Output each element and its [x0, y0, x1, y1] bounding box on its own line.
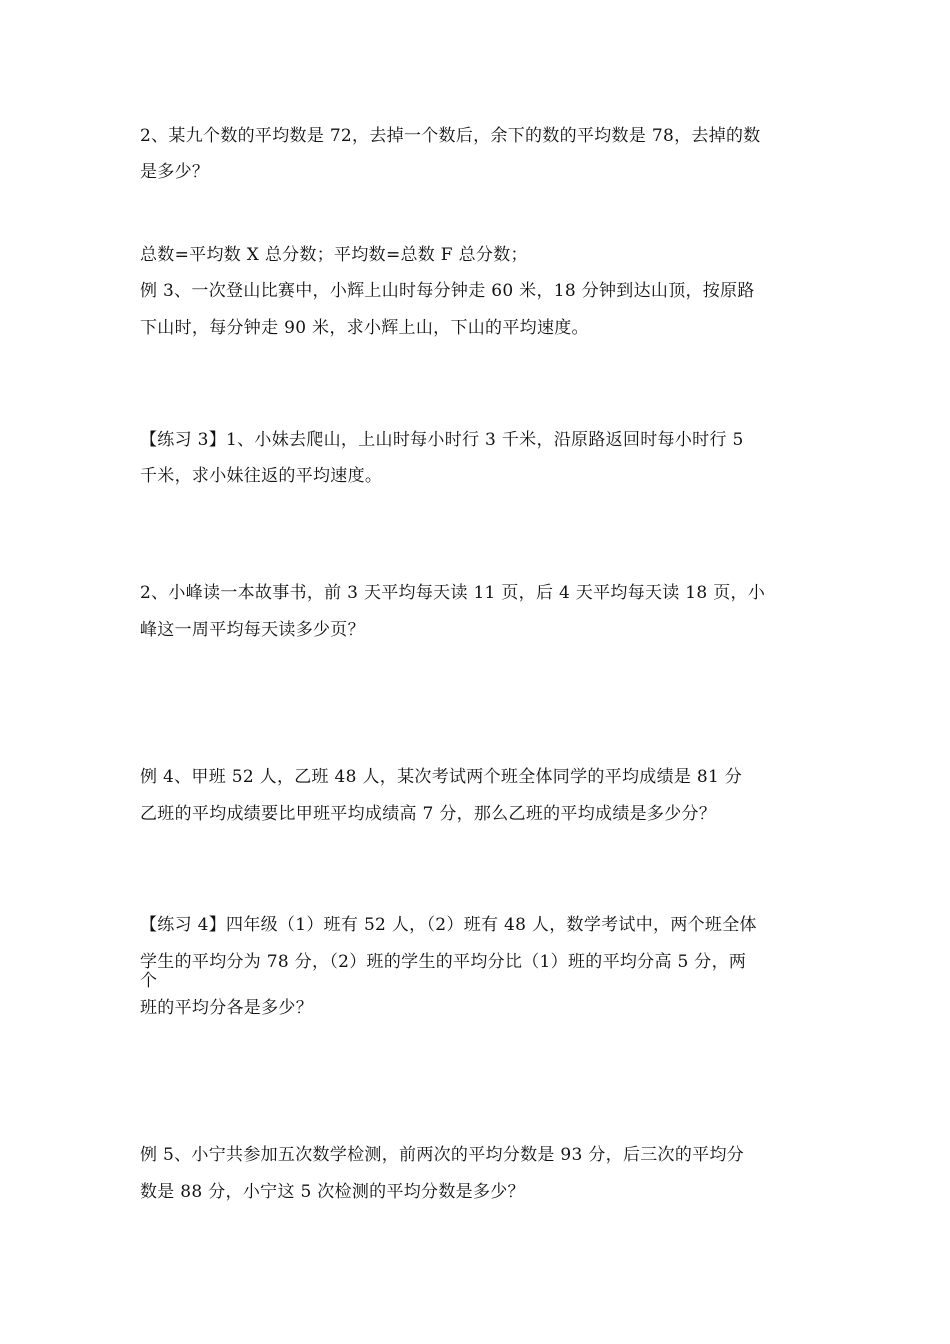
- example-4-line-1: 例 4、甲班 52 人，乙班 48 人，某次考试两个班全体同学的平均成绩是 81 分: [140, 767, 743, 787]
- example-3-line-2: 下山时，每分钟走 90 米，求小辉上山，下山的平均速度。: [140, 318, 589, 338]
- example-5-line-1: 例 5、小宁共参加五次数学检测，前两次的平均分数是 93 分，后三次的平均分: [140, 1145, 745, 1165]
- practice-4-line-4: 班的平均分各是多少？: [140, 998, 313, 1018]
- practice-3-q2-line-1: 2、小峰读一本故事书，前 3 天平均每天读 11 页，后 4 天平均每天读 18 页，小: [140, 583, 766, 603]
- practice-3-q2-line-2: 峰这一周平均每天读多少页？: [140, 620, 365, 640]
- problem-2-line-2: 是多少？: [140, 162, 210, 182]
- example-4-line-2: 乙班的平均成绩要比甲班平均成绩高 7 分，那么乙班的平均成绩是多少分？: [140, 804, 717, 824]
- practice-4-line-2: 学生的平均分为 78 分，（2）班的学生的平均分比（1）班的平均分高 5 分，两: [140, 952, 747, 972]
- formula-line: 总数=平均数 X 总分数；平均数=总数 F 总分数；: [140, 245, 528, 265]
- example-3-line-1: 例 3、一次登山比赛中，小辉上山时每分钟走 60 米，18 分钟到达山顶，按原路: [140, 281, 755, 301]
- practice-4-line-1: 【练习 4】四年级（1）班有 52 人，（2）班有 48 人，数学考试中，两个班全体: [140, 915, 757, 935]
- practice-3-line-1: 【练习 3】1、小妹去爬山，上山时每小时行 3 千米，沿原路返回时每小时行 5: [140, 430, 744, 450]
- example-5-line-2: 数是 88 分，小宁这 5 次检测的平均分数是多少？: [140, 1182, 525, 1202]
- practice-4-line-3: 个: [140, 971, 158, 991]
- problem-2-line-1: 2、某九个数的平均数是 72，去掉一个数后，余下的数的平均数是 78，去掉的数: [140, 126, 761, 146]
- practice-3-line-2: 千米，求小妹往返的平均速度。: [140, 466, 383, 486]
